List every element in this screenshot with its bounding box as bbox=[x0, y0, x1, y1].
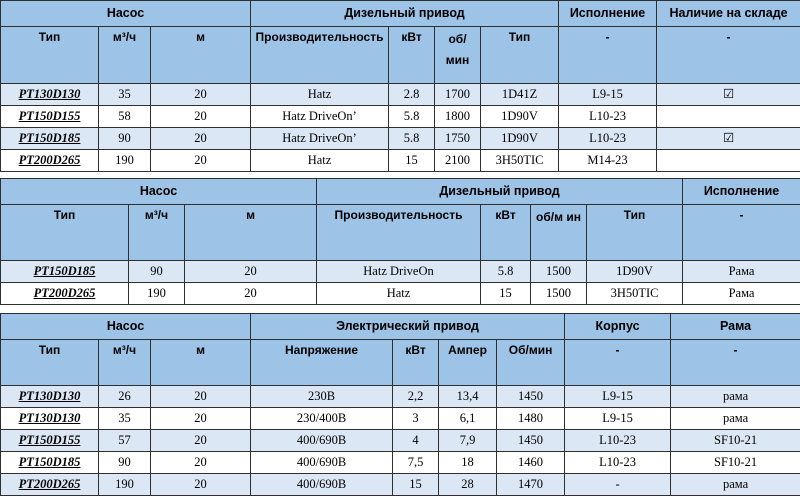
model-link[interactable]: PT150D185 bbox=[1, 452, 99, 474]
cell-kw: 5.8 bbox=[481, 261, 531, 283]
cell-housing: L9-15 bbox=[565, 408, 671, 430]
col-header-housing-dash: - bbox=[565, 340, 671, 386]
group-header-version: Исполнение bbox=[559, 1, 657, 27]
col-header-flow: м³/ч bbox=[99, 340, 151, 386]
model-link[interactable]: PT150D185 bbox=[1, 261, 129, 283]
cell-flow: 190 bbox=[99, 150, 151, 172]
group-header-stock: Наличие на складе bbox=[657, 1, 800, 27]
table-row bbox=[1, 150, 800, 172]
col-header-version-dash: - bbox=[683, 205, 800, 261]
cell-rpm: 1470 bbox=[497, 474, 565, 496]
cell-voltage: 400/690В bbox=[251, 474, 393, 496]
table-row bbox=[1, 128, 800, 150]
col-header-type: Тип bbox=[1, 340, 99, 386]
model-link[interactable]: PT150D155 bbox=[1, 106, 99, 128]
cell-amperage: 13,4 bbox=[439, 386, 497, 408]
cell-kw: 15 bbox=[481, 283, 531, 305]
col-header-type: Тип bbox=[1, 205, 129, 261]
cell-head: 20 bbox=[151, 474, 251, 496]
cell-kw: 7,5 bbox=[393, 452, 439, 474]
cell-rpm: 1460 bbox=[497, 452, 565, 474]
col-header-kw: кВт bbox=[481, 205, 531, 261]
col-header-voltage: Напряжение bbox=[251, 340, 393, 386]
cell-kw: 5.8 bbox=[389, 128, 435, 150]
group-header-frame: Рама bbox=[671, 314, 800, 340]
cell-head: 20 bbox=[151, 430, 251, 452]
cell-rpm: 1500 bbox=[531, 283, 587, 305]
cell-flow: 90 bbox=[99, 452, 151, 474]
col-header-flow: м³/ч bbox=[129, 205, 185, 261]
cell-capacity: Hatz DriveOn’ bbox=[251, 128, 389, 150]
cell-engine-type: 1D90V bbox=[481, 128, 559, 150]
col-header-type: Тип bbox=[1, 27, 99, 84]
in-stock-checkbox-icon: ☑ bbox=[657, 128, 800, 150]
table-row bbox=[1, 386, 800, 408]
table-row bbox=[1, 261, 800, 283]
model-link[interactable]: PT130D130 bbox=[1, 408, 99, 430]
in-stock-cell bbox=[657, 106, 800, 128]
cell-head: 20 bbox=[151, 386, 251, 408]
electric-pump-table bbox=[0, 313, 800, 496]
cell-rpm: 1700 bbox=[435, 84, 481, 106]
cell-rpm: 1450 bbox=[497, 386, 565, 408]
model-link[interactable]: PT200D265 bbox=[1, 150, 99, 172]
cell-head: 20 bbox=[151, 84, 251, 106]
cell-engine-type: 1D41Z bbox=[481, 84, 559, 106]
cell-frame: рама bbox=[671, 408, 800, 430]
cell-voltage: 230/400В bbox=[251, 408, 393, 430]
cell-head: 20 bbox=[151, 128, 251, 150]
cell-flow: 190 bbox=[99, 474, 151, 496]
cell-rpm: 2100 bbox=[435, 150, 481, 172]
table-row bbox=[1, 106, 800, 128]
table-row bbox=[1, 430, 800, 452]
col-header-engine-type: Тип bbox=[481, 27, 559, 84]
cell-engine-type: 1D90V bbox=[587, 261, 683, 283]
cell-version: L10-23 bbox=[559, 128, 657, 150]
col-header-engine-type: Тип bbox=[587, 205, 683, 261]
cell-flow: 190 bbox=[129, 283, 185, 305]
model-link[interactable]: PT150D185 bbox=[1, 128, 99, 150]
col-header-rpm: Об/мин bbox=[497, 340, 565, 386]
group-header-pump: Насос bbox=[1, 179, 317, 205]
col-header-kw: кВт bbox=[393, 340, 439, 386]
model-link[interactable]: PT130D130 bbox=[1, 386, 99, 408]
cell-capacity: Hatz bbox=[251, 150, 389, 172]
cell-rpm: 1500 bbox=[531, 261, 587, 283]
table-row bbox=[1, 474, 800, 496]
in-stock-checkbox-icon: ☑ bbox=[657, 84, 800, 106]
group-header-version: Исполнение bbox=[683, 179, 800, 205]
col-header-rpm: об/ мин bbox=[435, 27, 481, 84]
col-header-kw: кВт bbox=[389, 27, 435, 84]
cell-kw: 5.8 bbox=[389, 106, 435, 128]
cell-frame: рама bbox=[671, 474, 800, 496]
table-row bbox=[1, 408, 800, 430]
cell-flow: 90 bbox=[129, 261, 185, 283]
cell-rpm: 1800 bbox=[435, 106, 481, 128]
model-link[interactable]: PT200D265 bbox=[1, 474, 99, 496]
cell-version: Рама bbox=[683, 261, 800, 283]
cell-rpm: 1480 bbox=[497, 408, 565, 430]
cell-kw: 3 bbox=[393, 408, 439, 430]
cell-head: 20 bbox=[151, 408, 251, 430]
group-header-housing: Корпус bbox=[565, 314, 671, 340]
cell-amperage: 18 bbox=[439, 452, 497, 474]
group-header-electric-drive: Электрический привод bbox=[251, 314, 565, 340]
cell-flow: 58 bbox=[99, 106, 151, 128]
group-header-diesel-drive: Дизельный привод bbox=[251, 1, 559, 27]
col-header-flow: м³/ч bbox=[99, 27, 151, 84]
cell-engine-type: 3H50TIC bbox=[587, 283, 683, 305]
cell-head: 20 bbox=[185, 261, 317, 283]
cell-head: 20 bbox=[151, 452, 251, 474]
cell-version: M14-23 bbox=[559, 150, 657, 172]
col-header-capacity: Производительность bbox=[317, 205, 481, 261]
model-link[interactable]: PT130D130 bbox=[1, 84, 99, 106]
model-link[interactable]: PT200D265 bbox=[1, 283, 129, 305]
cell-housing: - bbox=[565, 474, 671, 496]
model-link[interactable]: PT150D155 bbox=[1, 430, 99, 452]
cell-capacity: Hatz DriveOn bbox=[317, 261, 481, 283]
col-header-capacity: Производительность bbox=[251, 27, 389, 84]
cell-voltage: 400/690В bbox=[251, 430, 393, 452]
cell-version: L9-15 bbox=[559, 84, 657, 106]
col-header-frame-dash: - bbox=[671, 340, 800, 386]
cell-capacity: Hatz DriveOn’ bbox=[251, 106, 389, 128]
cell-rpm: 1750 bbox=[435, 128, 481, 150]
col-header-stock-dash: - bbox=[657, 27, 800, 84]
cell-voltage: 230В bbox=[251, 386, 393, 408]
cell-amperage: 7,9 bbox=[439, 430, 497, 452]
cell-voltage: 400/690В bbox=[251, 452, 393, 474]
cell-engine-type: 1D90V bbox=[481, 106, 559, 128]
cell-amperage: 6,1 bbox=[439, 408, 497, 430]
cell-capacity: Hatz bbox=[317, 283, 481, 305]
cell-flow: 26 bbox=[99, 386, 151, 408]
cell-housing: L10-23 bbox=[565, 452, 671, 474]
table-row bbox=[1, 84, 800, 106]
col-header-version-dash: - bbox=[559, 27, 657, 84]
diesel-pump-table-2 bbox=[0, 178, 800, 305]
cell-flow: 57 bbox=[99, 430, 151, 452]
cell-frame: рама bbox=[671, 386, 800, 408]
diesel-pump-table-1 bbox=[0, 0, 800, 172]
cell-version: L10-23 bbox=[559, 106, 657, 128]
cell-housing: L9-15 bbox=[565, 386, 671, 408]
cell-engine-type: 3H50TIC bbox=[481, 150, 559, 172]
cell-kw: 2.8 bbox=[389, 84, 435, 106]
cell-housing: L10-23 bbox=[565, 430, 671, 452]
cell-kw: 15 bbox=[393, 474, 439, 496]
cell-kw: 2,2 bbox=[393, 386, 439, 408]
group-header-pump: Насос bbox=[1, 1, 251, 27]
cell-capacity: Hatz bbox=[251, 84, 389, 106]
cell-frame: SF10-21 bbox=[671, 452, 800, 474]
table-row bbox=[1, 283, 800, 305]
cell-frame: SF10-21 bbox=[671, 430, 800, 452]
group-header-diesel-drive: Дизельный привод bbox=[317, 179, 683, 205]
table-row bbox=[1, 452, 800, 474]
col-header-amperage: Ампер bbox=[439, 340, 497, 386]
cell-head: 20 bbox=[185, 283, 317, 305]
in-stock-cell bbox=[657, 150, 800, 172]
col-header-rpm: об/м ин bbox=[531, 205, 587, 261]
cell-amperage: 28 bbox=[439, 474, 497, 496]
cell-head: 20 bbox=[151, 106, 251, 128]
cell-kw: 4 bbox=[393, 430, 439, 452]
col-header-head: м bbox=[185, 205, 317, 261]
cell-flow: 35 bbox=[99, 408, 151, 430]
group-header-pump: Насос bbox=[1, 314, 251, 340]
cell-kw: 15 bbox=[389, 150, 435, 172]
cell-version: Рама bbox=[683, 283, 800, 305]
cell-flow: 90 bbox=[99, 128, 151, 150]
cell-rpm: 1450 bbox=[497, 430, 565, 452]
cell-flow: 35 bbox=[99, 84, 151, 106]
col-header-head: м bbox=[151, 340, 251, 386]
col-header-head: м bbox=[151, 27, 251, 84]
cell-head: 20 bbox=[151, 150, 251, 172]
